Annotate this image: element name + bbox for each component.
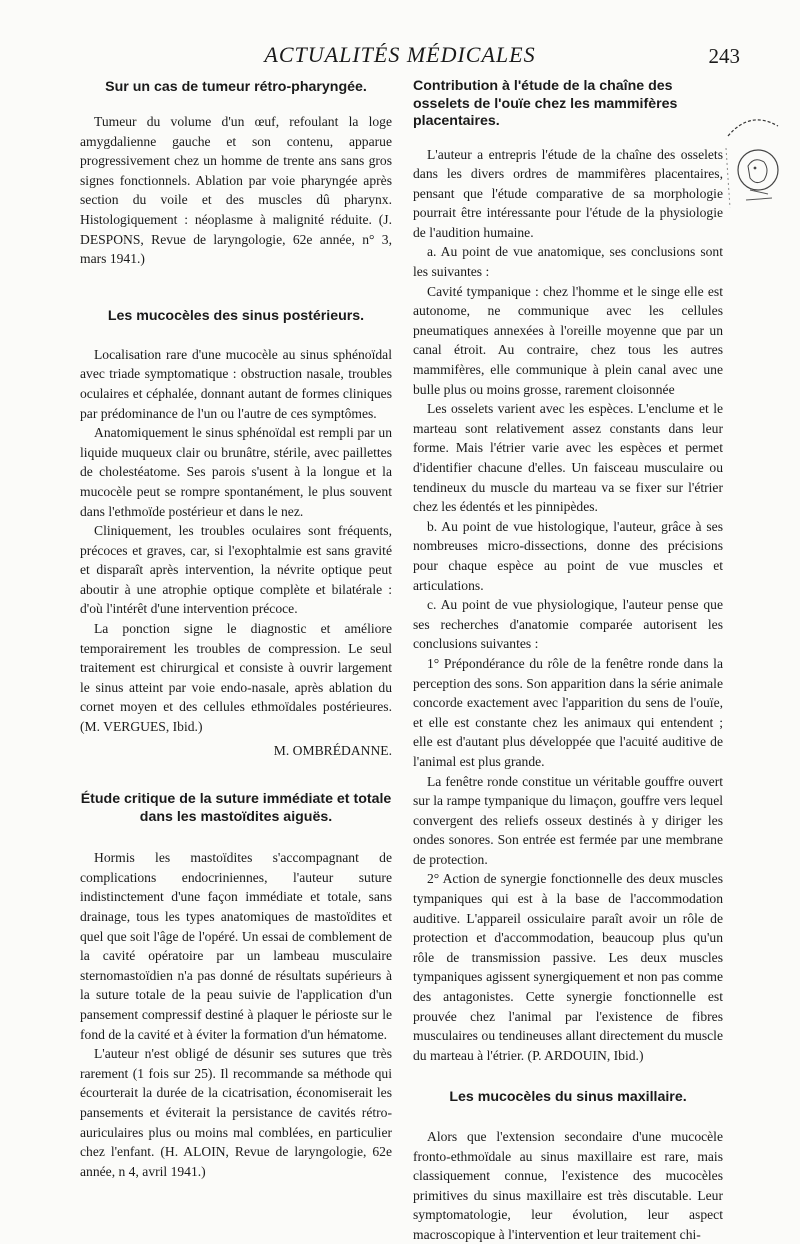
article-maxillary-mucoceles bbox=[413, 1089, 723, 1244]
article-title: Les mucocèles du sinus maxillaire. bbox=[449, 1089, 687, 1106]
article-title: Contribution à l'étude de la chaîne des osselets de l'ouïe chez les mammifères placentaires. bbox=[413, 78, 678, 129]
article-paragraph: a. Au point de vue anatomique, ses conclusions sont les suivantes : bbox=[413, 244, 723, 280]
article-title: Sur un cas de tumeur rétro-pharyngée. bbox=[105, 79, 367, 95]
article-mastoiditis-suture bbox=[80, 790, 392, 1181]
article-paragraph: L'auteur n'est obligé de désunir ses sutures que très rarement (1 fois sur 25). Il recommande sa méthode qui écourterait la durée de la cicatrisation, économiserait les pansements et éviterait la persistance de cavités rétro-auriculaires plus ou moins mal comblées, en particulier chez l'enfant. (H. ALOIN, Revue de laryngologie, 62e année, n 4, avril 1941.) bbox=[80, 1046, 392, 1179]
article-paragraph: c. Au point de vue physiologique, l'auteur pense que ses recherches d'anatomie comparée autorisent les conclusions suivantes : bbox=[413, 597, 723, 652]
article-title: Les mucocèles des sinus postérieurs. bbox=[107, 307, 365, 324]
article-title: Étude critique de la suture immédiate et totale dans les mastoïdites aiguës. bbox=[80, 791, 392, 826]
author-signature: M. OMBRÉDANNE. bbox=[273, 742, 392, 758]
article-paragraph: Alors que l'extension secondaire d'une mucocèle fronto-ethmoïdale au sinus maxillaire est rare, mais classiquement connue, l'existence des mucocèles primitives du sinus maxillaire est très discutable. Leur symptomatologie, leur évolution, leur aspect macroscopique à l'intervention et leur traitement chi- bbox=[413, 1128, 723, 1242]
left-column bbox=[80, 78, 392, 1181]
article-paragraph: Tumeur du volume d'un œuf, refoulant la loge amygdalienne gauche et son contenu, apparue progressivement chez un homme de trente ans sans gros signes fonctionnels. Ablation par voie pharyngée après section du voile et des muscles dû pharynx. Histologiquement : néoplasme à malignité réduite. (J. DESPONS, Revue de laryngologie, 62e année, n° 3, mars 1941.) bbox=[80, 114, 392, 267]
article-paragraph: 2° Action de synergie fonctionnelle des deux muscles tympaniques qui est à la base de l'accommodation auditive. L'appareil ossiculaire paraît avoir un rôle de protection et d'accommodation, beaucoup plus qu'un rôle de transmission passive. Les deux muscles tympaniques agissent synergiquement et non pas comme des antagonistes. Cette synergie fonctionnelle est prouvée chez l'animal par l'existence de fibres musculaires ou tendineuses allant directement du muscle du marteau à l'étrier. (P. ARDOUIN, Ibid.) bbox=[413, 871, 723, 1063]
article-paragraph: Cliniquement, les troubles oculaires sont fréquents, précoces et graves, car, si l'exophtalmie est sans gravité et disparaît après intervention, la névrite optique peut aboutir à une atrophie optique complète et bilatérale : d'où l'intérêt d'une intervention précoce. bbox=[80, 523, 392, 617]
page-header bbox=[0, 42, 800, 72]
article-paragraph: La ponction signe le diagnostic et améliore temporairement les troubles de compression. Le seul traitement est chirurgical et consiste à ouvrir largement le sinus atteint par voie endo-nasale, après ablation du cornet moyen et des cellules ethmoïdales postérieures. (M. VERGUES, Ibid.) bbox=[80, 621, 392, 735]
article-paragraph: 1° Prépondérance du rôle de la fenêtre ronde dans la perception des sons. Son apparition dans la série animale concorde exactement avec l'apparition du sens de l'ouïe, et elle est constante chez les animaux qui entendent ; elle est d'autant plus développée que l'acuité auditive de l'animal est plus grande. bbox=[413, 655, 723, 769]
article-paragraph: La fenêtre ronde constitue un véritable gouffre ouvert sur la rampe tympanique du limaçon, gouffre vers lequel convergent des reliefs osseux destinés à y diriger les ondes sonores. Son entrée est fermée par une membrane de protection. bbox=[413, 773, 723, 867]
article-paragraph: Anatomiquement le sinus sphénoïdal est rempli par un liquide muqueux clair ou brunâtre, stérile, avec paillettes de cholestéatome. Ses parois s'usent à la longue et la mucocèle peut se rompre spontanément, le plus souvent dans l'ethmoïde postérieur et dans le nez. bbox=[80, 425, 392, 519]
article-paragraph: Cavité tympanique : chez l'homme et le singe elle est autonome, ne communique avec les cellules pneumatiques annexées à l'oreille moyenne que par un canal étroit. Au contraire, chez tous les autres mammifères, elle communique à plein canal avec une bulle plus ou moins grosse, rarement cloisonnée bbox=[413, 283, 723, 397]
running-head: ACTUALITÉS MÉDICALES bbox=[264, 42, 536, 67]
right-column bbox=[413, 78, 723, 1244]
article-ossicular-chain bbox=[413, 78, 723, 1065]
article-paragraph: b. Au point de vue histologique, l'auteur, grâce à ses nombreuses micro-dissections, donne des précisions pour chaque espèce au point de vue muscles et articulations. bbox=[413, 518, 723, 593]
library-stamp-icon bbox=[720, 108, 782, 228]
article-sphenoid-mucoceles bbox=[80, 307, 392, 760]
article-paragraph: L'auteur a entrepris l'étude de la chaîne des osselets dans les divers ordres de mammifères placentaires, pensant que l'étude comparative de sa morphologie pourrait être intéressante pour l'étude de la physiologie de l'audition humaine. bbox=[413, 146, 723, 240]
article-retro-pharyngeal-tumor bbox=[80, 78, 392, 269]
article-paragraph: Les osselets varient avec les espèces. L'enclume et le marteau sont relativement assez constants dans leur forme. Mais l'étrier varie avec les espèces et permet d'identifier chacune d'elles. Un faisceau musculaire ou tendineux du muscle du marteau va se fixer sur l'étrier chez les édentés et les pinnipèdes. bbox=[413, 401, 723, 515]
article-paragraph: Hormis les mastoïdites s'accompagnant de complications endocriniennes, l'auteur suture indistinctement d'une façon immédiate et totale, sans drainage, tous les types anatomiques de mastoïdites et quel que soit l'âge de l'opéré. Un essai de comblement de la cavité opératoire par un lambeau musculaire sternomastoïdien n'a pas donné de résultats supérieurs à la suture totale de la peau suivie de l'application d'un pansement compressif destiné à plaquer le périoste sur le fond de la cavité et à éviter la formation d'un hématome. bbox=[80, 850, 392, 1042]
page-number: 243 bbox=[708, 44, 740, 68]
article-paragraph: Localisation rare d'une mucocèle au sinus sphénoïdal avec triade symptomatique : obstruction nasale, troubles oculaires et céphalée, donnant autant de formes cliniques par prédominance de l'un ou l'autre de ces symptômes. bbox=[80, 346, 392, 421]
